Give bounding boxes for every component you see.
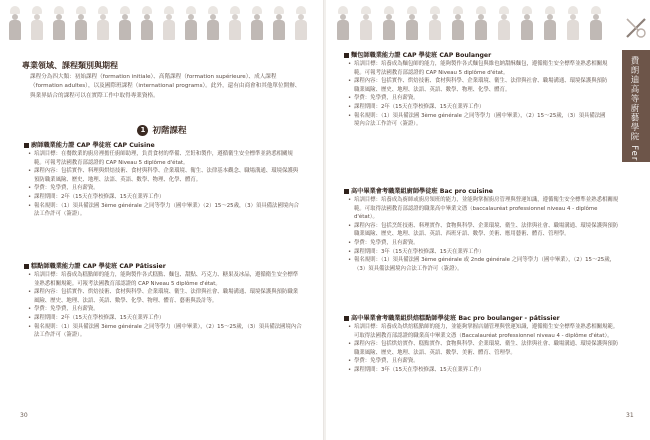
- program-title: 高中畢業會考職業組廚師學徒班 Bac pro cuisine: [344, 186, 493, 195]
- chef-silhouette-icon: [292, 6, 310, 40]
- page-number: 31: [626, 412, 634, 419]
- chef-silhouette-icon: [72, 6, 90, 40]
- list-item: • 課程內容：包括實作、烘焙技術、食材與科學、企業環境、衛生、法律與社會、職場溝通、環境保護與預防職業風險、歷史、地理、法語、英語、數學、物理、化學、體育。: [348, 77, 608, 94]
- program-title: 糕點師職業能力證 CAP 學徒班 CAP Pâtissier: [24, 261, 166, 270]
- list-item: • 課程期間：3年（15天在學校修課、15天在業界工作）: [348, 248, 620, 257]
- list-item: • 學費：免學費，且有薪資。: [348, 94, 608, 103]
- chef-silhouette-icon: [270, 6, 288, 40]
- chef-silhouette-icon: [380, 6, 398, 40]
- chef-silhouette-icon: [518, 6, 536, 40]
- list-item: • 課程內容：包括實作、烘焙技術、食材與科學、企業環境、衛生、法律與社會、職場溝通、環境保護與預防職業風險、歷史、地理、法語、英語、數學、化學、物理、體育、藝術與設計等。: [28, 288, 302, 305]
- list-item: • 課程期間：2年（15天在學校修課、15天在業界工作）: [348, 103, 608, 112]
- program-details: [348, 196, 620, 273]
- program-details: [348, 323, 620, 375]
- program-title: 高中畢業會考職業組烘焙糕點師學徒班 Bac pro boulanger - pâtissier: [344, 313, 560, 322]
- chef-silhouette-icon: [403, 6, 421, 40]
- chef-silhouette-icon: [116, 6, 134, 40]
- chef-silhouette-icon: [495, 6, 513, 40]
- program-details: [348, 60, 608, 129]
- chef-silhouette-icon: [160, 6, 178, 40]
- chef-silhouette-icon: [541, 6, 559, 40]
- chef-silhouette-icon: [426, 6, 444, 40]
- chef-silhouette-icon: [357, 6, 375, 40]
- intro-paragraph: 課程分為四大類：初始課程（formation initiale）、高階課程（formation supérieure）、成人課程（formation adultes），以及國際班課程（international programs）。此外，還有由商會和其他單位開辦、與業界結合的課程可以在實際工作中取得專業資格。: [30, 74, 301, 99]
- chef-silhouette-icon: [226, 6, 244, 40]
- chef-silhouette-icon: [50, 6, 68, 40]
- square-bullet-icon: [344, 316, 349, 321]
- square-bullet-icon: [344, 189, 349, 194]
- knife-whisk-icon: [624, 16, 648, 40]
- list-item: • 課程內容：包括烹飪技術、料理實作、食物與科學、企業環境、衛生、法律與社會、職場溝通、環境保護與預防職業風險、歷史、地理、法語、英語、西班牙語、數學、美術、應用藝術、體育、管理學。: [348, 222, 620, 239]
- list-item: • 學費：免學費，且有薪資。: [28, 305, 302, 314]
- chef-silhouettes-band: [334, 4, 618, 42]
- program-title: 廚師職業能力證 CAP 學徒班 CAP Cuisine: [24, 140, 155, 149]
- program-details: [28, 271, 302, 340]
- page-number: 30: [20, 412, 28, 419]
- chef-silhouette-icon: [182, 6, 200, 40]
- list-item: • 培訓目標：在餐飲業的廚房裡擔任廚師助理，負責食材的準備、烹飪和製作，遵循衛生安全標準並熟悉相關規範。可報考法國教育部認證的 CAP Niveau 5 diplôme d'état。: [28, 150, 302, 167]
- chef-silhouette-icon: [138, 6, 156, 40]
- list-item: • 報名規則：（1）須具備法國 3ème générale 之同等學力（國中畢業），（2）15～25歲，（3）須具備法國境內合法工作許可（簽證）。: [348, 112, 608, 129]
- list-item: • 學費：免學費，且有薪資。: [28, 184, 302, 193]
- list-item: • 課程期間：2年（15天在學校修課、15天在業界工作）: [28, 193, 302, 202]
- section-title: 專業領域、課程類別與期程: [22, 61, 118, 70]
- chef-silhouettes-band: [6, 4, 318, 42]
- list-item: • 報名規則：（1）須具備法國 3ème générale 之同等學力（國中畢業）（2）15～25歲，（3）須具備法國境內合法工作許可（簽證）。: [28, 202, 302, 219]
- chef-silhouette-icon: [6, 6, 24, 40]
- chef-silhouette-icon: [94, 6, 112, 40]
- chef-silhouette-icon: [587, 6, 605, 40]
- list-item: • 課程內容：包括實作、料理與烘焙技術、食材與科學、企業環境、衛生、法律基本觀念、職場溝通、環境保護與預防職業風險、歷史、地理、法語、英語、數學、物理、化學、體育。: [28, 167, 302, 184]
- list-item: • 報名規則：（1）須具備法國 3ème générale 之同等學力（國中畢業），（2）15～25歲，（3）須具備法國境內合法工作許可（簽證）。: [28, 323, 302, 340]
- list-item: • 學費：免學費，且有薪資。: [348, 357, 620, 366]
- list-item: • 培訓目標：培養成為廚師或廚房領班的能力，並能夠掌握廚房管理與營運知識，遵循衛生安全標準並熟悉相關規範。可取得法國教育部認證的職業高中畢業文憑（baccalauréat professionnel niveau 4 - diplôme d'état）。: [348, 196, 620, 222]
- list-item: • 培訓目標：培養成為烘焙糕點師的能力，並能夠掌握店舖管理與營運知識，遵循衛生安全標準並熟悉相關規範。可取得法國教育部認證的職業高中畢業文憑（Baccalauréat professionnel niveau 4 - diplôme d'état）。: [348, 323, 620, 340]
- chef-silhouette-icon: [449, 6, 467, 40]
- list-item: • 課程內容：包括烘焙實作、糕點實作、食物與科學、企業環境、衛生、法律與社會、職場溝通、環境保護與預防職業風險、歷史、地理、法語、英語、數學、美術、體育、管理學。: [348, 340, 620, 357]
- program-title: 麵包師職業能力證 CAP 學徒班 CAP Boulanger: [344, 50, 491, 59]
- chef-silhouette-icon: [472, 6, 490, 40]
- heading-label: 初階課程: [152, 126, 187, 136]
- chef-silhouette-icon: [334, 6, 352, 40]
- chef-silhouette-icon: [248, 6, 266, 40]
- chef-silhouette-icon: [28, 6, 46, 40]
- left-page: [0, 0, 324, 440]
- side-tab: [622, 50, 650, 255]
- number-badge: 1: [137, 125, 148, 136]
- square-bullet-icon: [24, 264, 29, 269]
- list-item: • 課程期間：2年（15天在學校修課、15天在業界工作）: [28, 314, 302, 323]
- chef-silhouette-icon: [204, 6, 222, 40]
- list-item: • 培訓目標：培養成為糕點師的能力，能夠製作各式糕點、麵包、甜點、巧克力、糖果及冰品，遵循衛生安全標準並熟悉相關規範。可報考法國教育部認證的 CAP Niveau 5 diplôme d'état。: [28, 271, 302, 288]
- chef-silhouette-icon: [564, 6, 582, 40]
- list-item: • 培訓目標：培養成為麵包師的能力，能夠製作各式麵包與維也納甜酥麵包，遵循衛生安全標準並熟悉相關規範。可報考法國教育部認證的 CAP Niveau 5 diplôme d'état。: [348, 60, 608, 77]
- list-item: • 課程期間：3年（15天在學校修課、15天在業界工作）: [348, 366, 620, 375]
- square-bullet-icon: [344, 53, 349, 58]
- square-bullet-icon: [24, 143, 29, 148]
- right-page: [326, 0, 650, 440]
- section-heading: [0, 124, 324, 136]
- side-tab-label: 費朗迪高等廚藝學院 Ferrandi Paris School: [629, 56, 639, 255]
- program-details: [28, 150, 302, 219]
- list-item: • 學費：免學費，且有薪資。: [348, 239, 620, 248]
- list-item: • 報名規則：（1）須具備法國 3ème générale 或 2nde générale 之同等學力（國中畢業），（2）15～25歲，（3）須具備法國境內合法工作許可（簽證）。: [348, 256, 620, 273]
